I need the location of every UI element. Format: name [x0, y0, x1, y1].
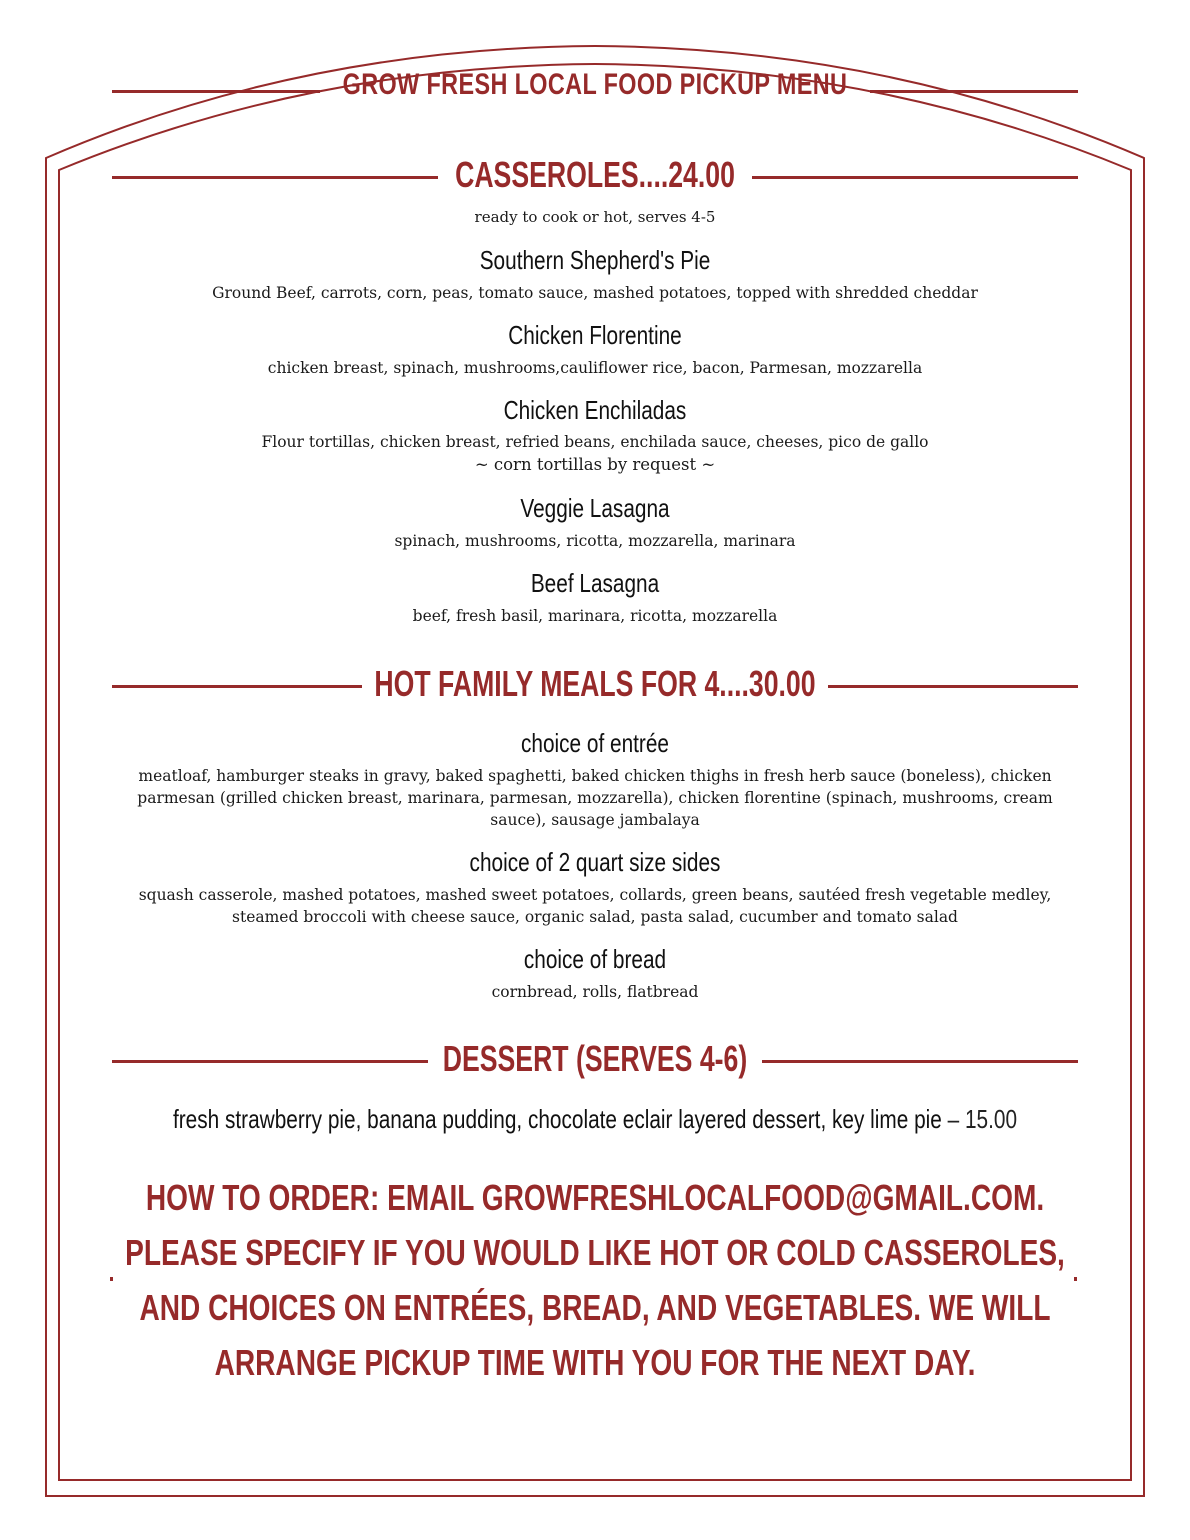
item-name: Chicken Enchiladas: [503, 395, 687, 425]
item-name: Beef Lasagna: [530, 568, 660, 598]
item-desc: squash casserole, mashed potatoes, mashed sweet potatoes, collards, green beans, sautéed fresh vegetable medley, steamed broccoli with cheese sauce, organic salad, pasta salad, cucumber and tomato salad: [138, 886, 1052, 926]
dessert-line: [119, 1104, 1071, 1135]
item-desc: beef, fresh basil, marinara, ricotta, mozzarella: [412, 607, 778, 625]
item-desc: Ground Beef, carrots, corn, peas, tomato sauce, mashed potatoes, topped with shredded cheddar: [212, 284, 978, 302]
page-title: GROW FRESH LOCAL FOOD PICKUP MENU: [342, 68, 848, 101]
item-name: Chicken Florentine: [508, 320, 682, 350]
dessert-price: – 15.00: [941, 1104, 1018, 1134]
item-note: ~ corn tortillas by request ~: [474, 455, 716, 474]
item-name: Veggie Lasagna: [520, 493, 670, 523]
item-name: choice of 2 quart size sides: [469, 847, 721, 877]
item-desc: spinach, mushrooms, ricotta, mozzarella, marinara: [394, 532, 796, 550]
item-desc: meatloaf, hamburger steaks in gravy, baked spaghetti, baked chicken thighs in fresh herb sauce (boneless), chicken parmesan (grilled chicken breast, marinara, parmesan, mozzarella), chicken florentine (spinach, mushrooms, cream sauce), sausage jambalaya: [137, 767, 1053, 829]
order-text: HOW TO ORDER: EMAIL GROWFRESHLOCALFOOD@GMAIL.COM. PLEASE SPECIFY IF YOU WOULD LIKE HOT OR COLD CASSEROLES, AND CHOICES ON ENTRÉES, BREAD, AND VEGETABLES. WE WILL ARRANGE PICKUP TIME WITH YOU FOR THE NEXT DAY.: [125, 1177, 1065, 1383]
casseroles-heading: CASSEROLES....24.00: [455, 154, 735, 195]
casseroles-subtitle: ready to cook or hot, serves 4-5: [474, 208, 716, 226]
dessert-items: fresh strawberry pie, banana pudding, chocolate eclair layered dessert, key lime pie: [172, 1104, 942, 1134]
order-instructions: [95, 1170, 1095, 1390]
item-desc: cornbread, rolls, flatbread: [491, 983, 699, 1001]
item-desc: Flour tortillas, chicken breast, refried beans, enchilada sauce, cheeses, pico de gallo: [261, 433, 929, 451]
item-name: Southern Shepherd's Pie: [479, 245, 711, 275]
item-desc: chicken breast, spinach, mushrooms,cauliflower rice, bacon, Parmesan, mozzarella: [267, 359, 923, 377]
item-name: choice of bread: [523, 944, 667, 974]
family-meals-heading: HOT FAMILY MEALS FOR 4....30.00: [374, 663, 816, 704]
item-name: choice of entrée: [520, 728, 669, 758]
dessert-heading: DESSERT (SERVES 4-6): [442, 1038, 748, 1079]
